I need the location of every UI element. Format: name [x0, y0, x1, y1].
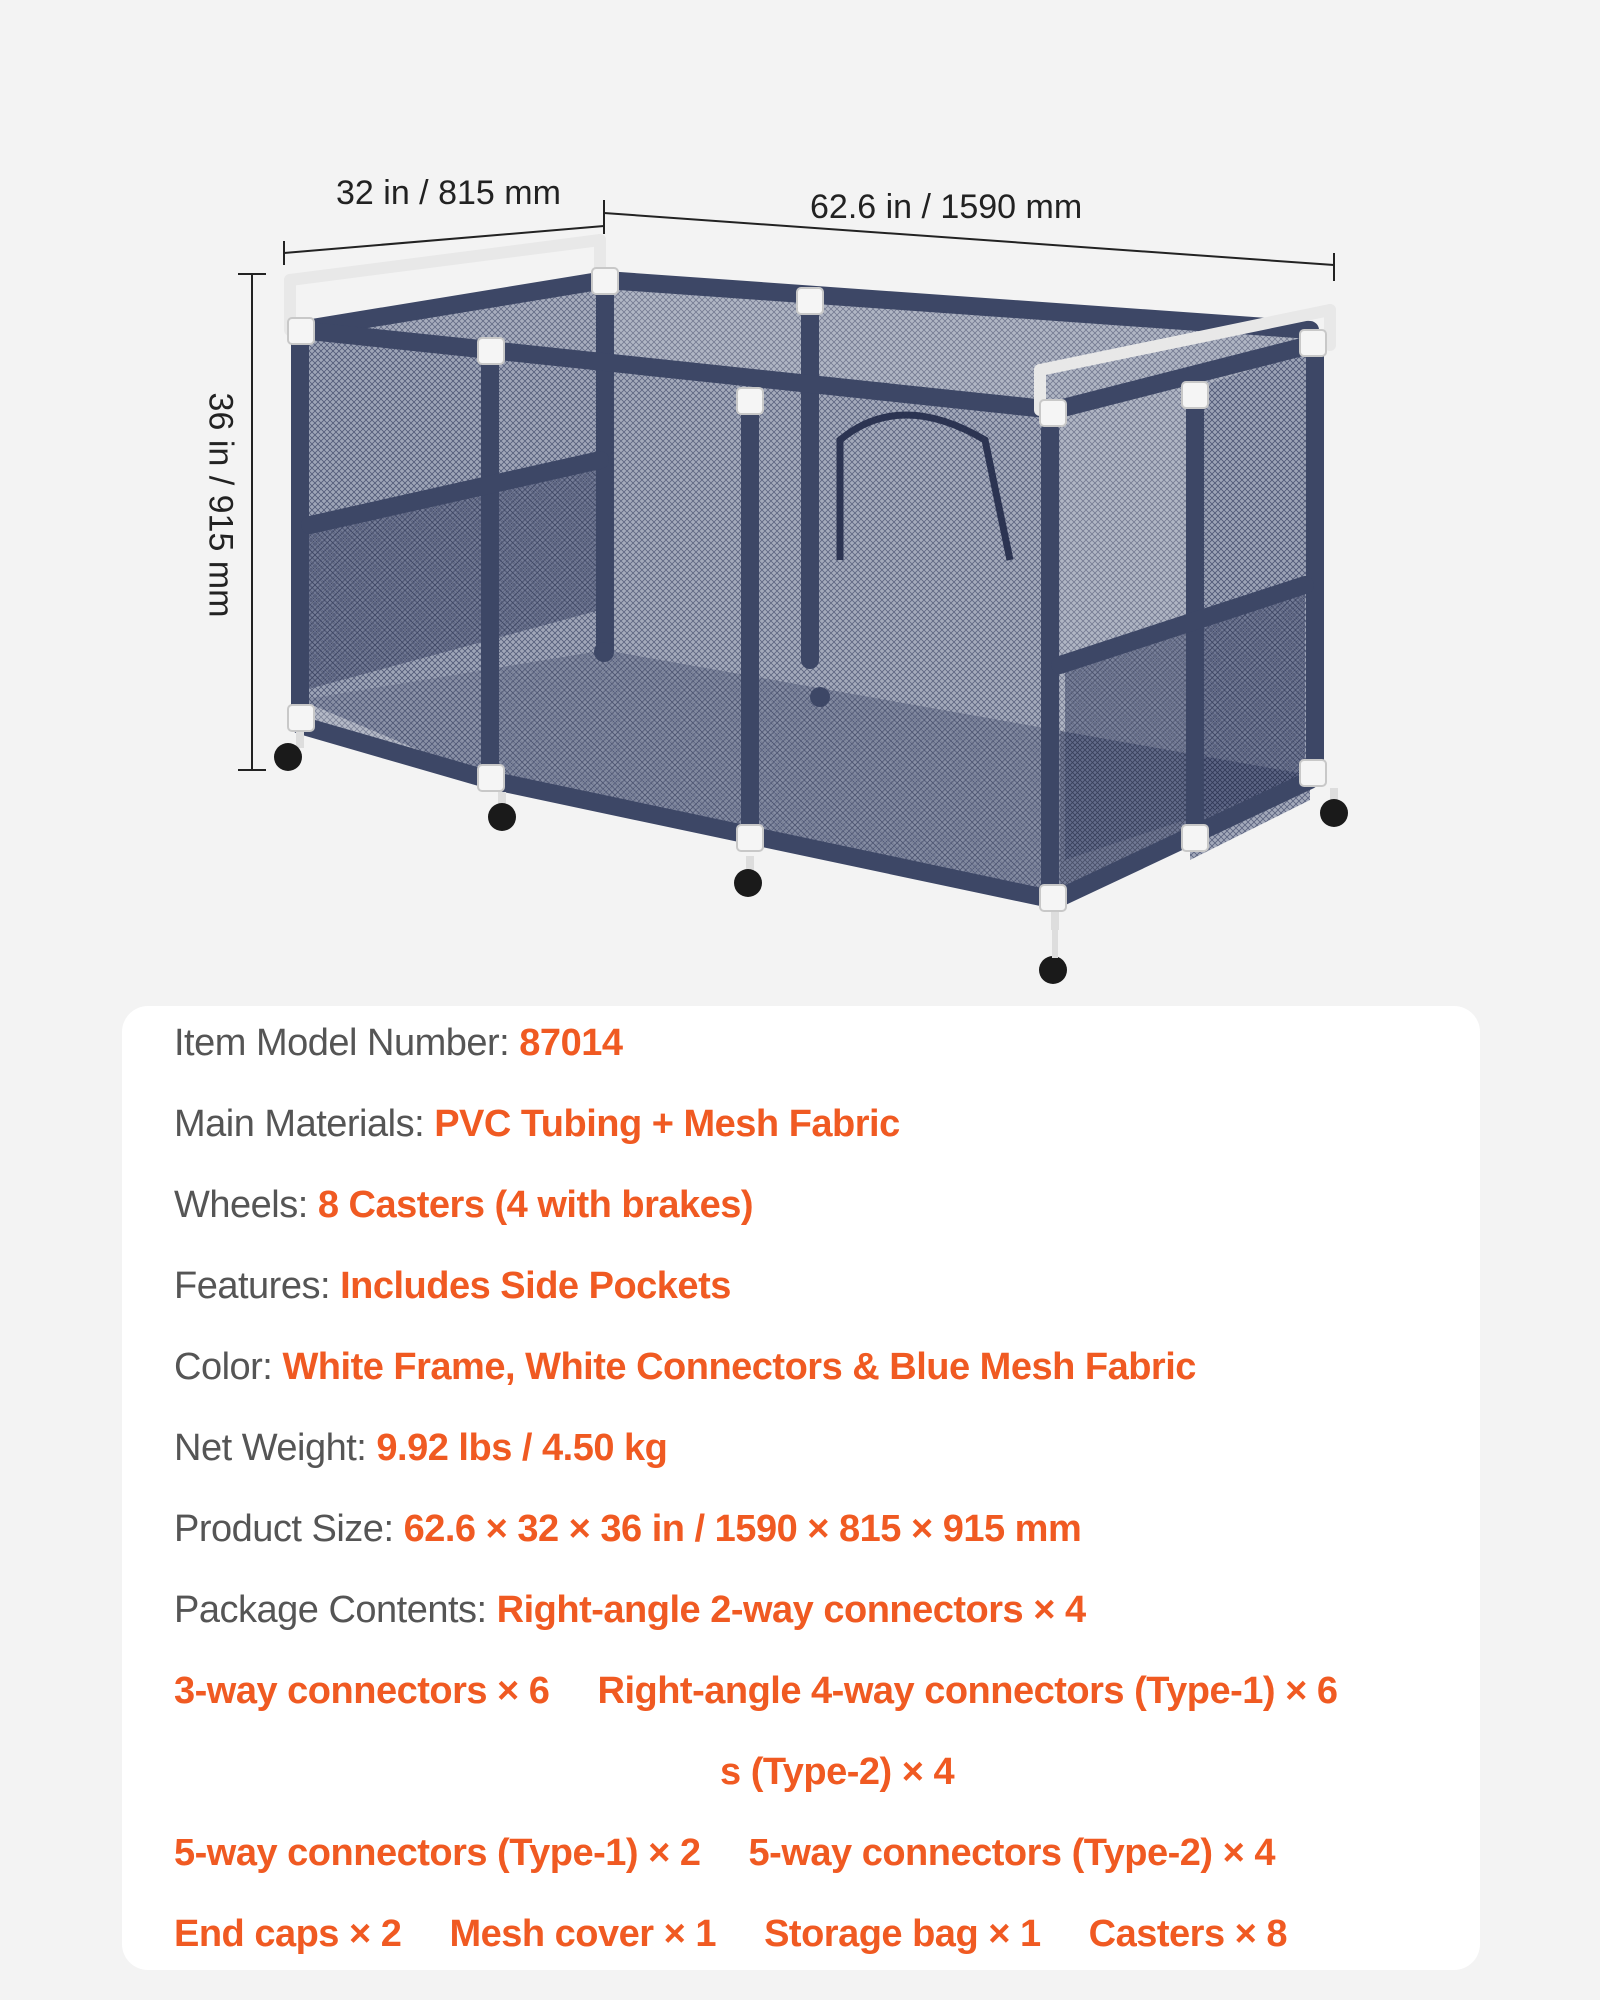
spec-materials-label: Main Materials: [174, 1103, 425, 1145]
spec-package [174, 1587, 1086, 1633]
package-item: Casters × 8 [1088, 1913, 1288, 1955]
spec-model [174, 1020, 622, 1066]
package-row-5 [174, 1911, 1325, 1957]
package-item: 3-way connectors × 6 [174, 1670, 550, 1712]
spec-color [174, 1344, 1196, 1390]
length-dimension-label: 62.6 in / 1590 mm [810, 188, 1083, 226]
package-item: 5-way connectors (Type-2) × 4 [748, 1832, 1275, 1874]
width-dimension-label: 32 in / 815 mm [336, 174, 561, 212]
spec-size-label: Product Size: [174, 1508, 394, 1550]
package-row-2 [174, 1668, 1376, 1714]
spec-materials [174, 1101, 900, 1147]
spec-weight-label: Net Weight: [174, 1427, 367, 1469]
spec-model-label: Item Model Number: [174, 1022, 510, 1064]
package-row-3 [720, 1749, 992, 1795]
height-dimension-label: 36 in / 915 mm [201, 392, 240, 618]
package-item: Storage bag × 1 [764, 1913, 1041, 1955]
spec-features [174, 1263, 731, 1309]
package-item: 5-way connectors (Type-1) × 2 [174, 1832, 701, 1874]
spec-size-value: 62.6 × 32 × 36 in / 1590 × 815 × 915 mm [403, 1508, 1082, 1550]
spec-card [122, 1006, 1480, 1970]
spec-wheels-value: 8 Casters (4 with brakes) [317, 1184, 754, 1226]
spec-package-first: Right-angle 2-way connectors × 4 [496, 1589, 1086, 1631]
spec-color-value: White Frame, White Connectors & Blue Mesh Fabric [282, 1346, 1196, 1388]
spec-wheels [174, 1182, 753, 1228]
package-row-4 [174, 1830, 1313, 1876]
spec-package-label: Package Contents: [174, 1589, 487, 1631]
spec-features-label: Features: [174, 1265, 331, 1307]
spec-features-value: Includes Side Pockets [340, 1265, 731, 1307]
package-item-partial: s (Type-2) × 4 [720, 1751, 955, 1793]
package-item: End caps × 2 [174, 1913, 402, 1955]
spec-color-label: Color: [174, 1346, 273, 1388]
spec-model-value: 87014 [519, 1022, 623, 1064]
spec-weight-value: 9.92 lbs / 4.50 kg [376, 1427, 668, 1469]
package-item: Mesh cover × 1 [449, 1913, 716, 1955]
package-item: Right-angle 4-way connectors (Type-1) × 6 [597, 1670, 1338, 1712]
spec-size [174, 1506, 1081, 1552]
spec-wheels-label: Wheels: [174, 1184, 308, 1226]
spec-materials-value: PVC Tubing + Mesh Fabric [434, 1103, 900, 1145]
spec-weight [174, 1425, 667, 1471]
